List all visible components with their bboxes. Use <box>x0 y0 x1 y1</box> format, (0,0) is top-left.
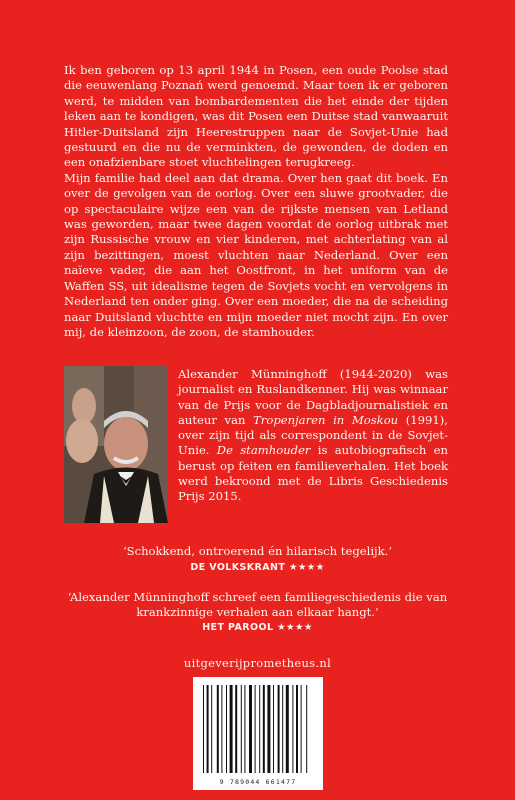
blurb-paragraph-2: Mijn familie had deel aan dat drama. Over hen gaat dit boek. En over de gevolgen van de oorlog. Over een sluwe grootvader, die op spectaculaire wijze een van de rijkste mensen van Letland was geworden, maar twee dagen voordat de oorlog uitbrak met zijn Russische vrouw en vier kinderen, met achterlating van al zijn bezittingen, moest vluchten naar Nederland. Over een naïeve vader, die aan het Oostfront, in het uniform van de Waffen SS, uit idealisme tegen de Sovjets vocht en vervolgens in Nederland ten onder ging. Over een moeder, die na de scheiding naar Duitsland vluchtte en mijn moeder niet mocht zijn. En over mij, de kleinzoon, de zoon, de stamhouder. <box>64 170 448 339</box>
bio-book-title-2: De stamhouder <box>216 443 311 458</box>
author-bio <box>178 367 448 505</box>
review-stars-2: ★★★★ <box>277 622 313 633</box>
bio-book-title-1: Tropenjaren in Moskou <box>253 412 399 427</box>
author-photo <box>64 366 168 523</box>
barcode <box>193 677 323 790</box>
blurb-paragraph-1: Ik ben geboren op 13 april 1944 in Posen, een oude Poolse stad die eeuwenlang Poznań werd genoemd. Maar toen ik er geboren werd, te midden van bombardementen die het einde der tijden leken aan te kondigen, was dit Posen een Duitse stad vanwaaruit Hitler-Duitsland zijn Heerestruppen naar de Sovjet-Unie had gestuurd en die nu de verminkten, de gewonden, de doden en een onafzienbare stoet vluchtelingen terugkreeg. <box>64 63 448 170</box>
review-quote-2: ‘Alexander Münninghoff schreef een familiegeschiedenis die van krankzinnige verhalen aan elkaar hangt.’ <box>67 590 448 619</box>
bio-text-3: is autobiografisch en berust op feiten en familieverhalen. Het boek werd bekroond met de Libris Geschiedenis Prijs 2015. <box>178 443 448 504</box>
barcode-bars <box>193 677 323 777</box>
review-source-name-1: DE VOLKSKRANT <box>190 562 286 573</box>
review-stars-1: ★★★★ <box>288 562 325 573</box>
review-source-1 <box>40 562 475 573</box>
bio-text-1: Alexander Münninghoff (1944-2020) was journalist en Ruslandkenner. Hij was winnaar van de Prijs voor de Dagbladjournalistiek en auteur van <box>178 367 448 427</box>
blurb-text <box>64 63 448 340</box>
bio-text-2: (1991), over zijn tijd als correspondent in de Sovjet-Unie. <box>178 412 448 458</box>
author-portrait-illustration <box>64 366 168 523</box>
review-source-name-2: HET PAROOL <box>202 622 274 633</box>
barcode-number: 9 789044 661477 <box>219 778 297 786</box>
review-source-2 <box>40 622 475 633</box>
review-quote-1: ‘Schokkend, ontroerend én hilarisch tegelijk.’ <box>122 544 393 558</box>
publisher-url: uitgeverijprometheus.nl <box>183 656 332 670</box>
